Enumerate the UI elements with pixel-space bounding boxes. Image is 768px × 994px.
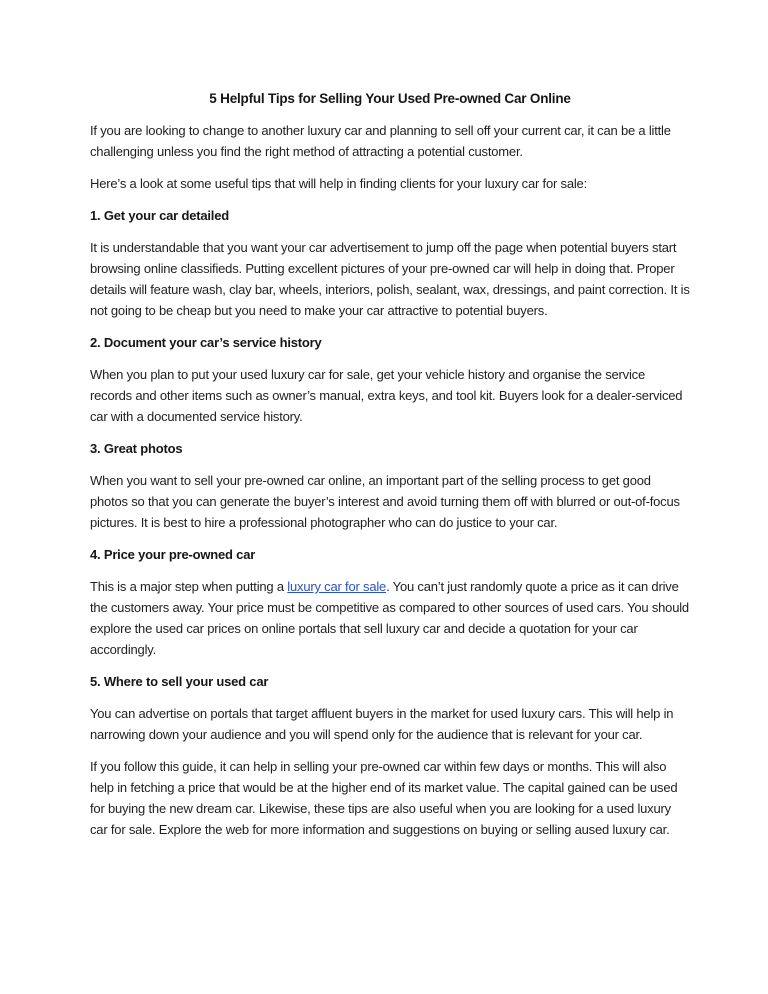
- section-great-photos: [90, 438, 690, 533]
- intro-paragraph-1: If you are looking to change to another luxury car and planning to sell off your current car, it can be a little challenging unless you find the right method of attracting a potential customer.: [90, 123, 671, 159]
- section-body: [90, 576, 690, 660]
- section-body-text-after-link: . You can’t just randomly quote a price as it can drive the customers away. Your price must be competitive as compared to other sources of used cars. You should explore the used car prices on online portals that sell luxury car and decide a quotation for your car accordingly.: [90, 579, 689, 657]
- document-body: [90, 88, 690, 840]
- luxury-car-for-sale-link[interactable]: luxury car for sale: [287, 579, 387, 594]
- section-heading: 4. Price your pre-owned car: [90, 547, 256, 562]
- section-price-your-pre-owned-car: [90, 544, 690, 660]
- section-body: When you plan to put your used luxury car for sale, get your vehicle history and organise the service records and other items such as owner’s manual, extra keys, and tool kit. Buyers look for a dealer-serviced car with a documented service history.: [90, 367, 683, 424]
- closing-paragraph: If you follow this guide, it can help in selling your pre-owned car within few days or months. This will also help in fetching a price that would be at the higher end of its market value. The capital gained can be used for buying the new dream car. Likewise, these tips are also useful when you are looking for a used luxury car for sale. Explore the web for more information and suggestions on buying or selling aused luxury car.: [90, 759, 678, 837]
- section-body: When you want to sell your pre-owned car online, an important part of the selling process to get good photos so that you can generate the buyer’s interest and avoid turning them off with blurred or out-of-focus pictures. It is best to hire a professional photographer who can do justice to your car.: [90, 473, 680, 530]
- section-heading: 1. Get your car detailed: [90, 208, 229, 223]
- section-body-text-before-link: This is a major step when putting a: [90, 579, 288, 594]
- section-heading: 5. Where to sell your used car: [90, 674, 269, 689]
- section-heading: 3. Great photos: [90, 441, 183, 456]
- section-where-to-sell: [90, 671, 690, 745]
- section-heading: 2. Document your car’s service history: [90, 335, 322, 350]
- section-body: It is understandable that you want your car advertisement to jump off the page when potential buyers start browsing online classifieds. Putting excellent pictures of your pre-owned car will help in doing that. Proper details will feature wash, clay bar, wheels, interiors, polish, sealant, wax, dressings, and paint correction. It is not going to be cheap but you need to make your car attractive to potential buyers.: [90, 240, 690, 318]
- intro-paragraph-2: Here’s a look at some useful tips that will help in finding clients for your luxury car for sale:: [90, 176, 587, 191]
- section-body: You can advertise on portals that target affluent buyers in the market for used luxury cars. This will help in narrowing down your audience and you will spend only for the audience that is relevant for your car.: [90, 706, 674, 742]
- document-title: 5 Helpful Tips for Selling Your Used Pre-owned Car Online: [209, 91, 571, 106]
- section-document-service-history: [90, 332, 690, 427]
- section-get-your-car-detailed: [90, 205, 690, 321]
